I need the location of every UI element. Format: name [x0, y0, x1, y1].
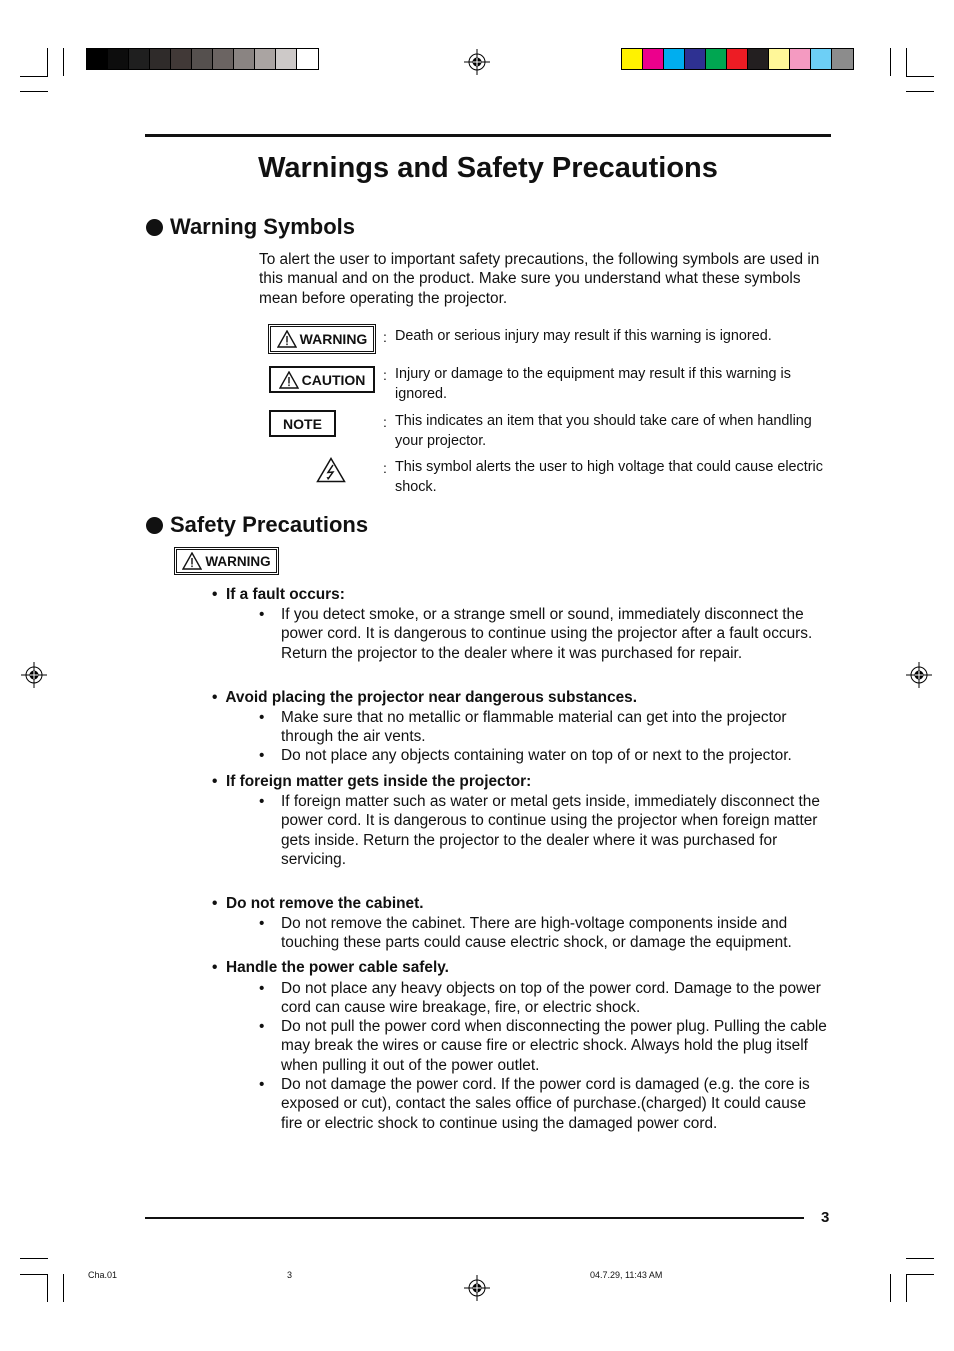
registration-mark-icon — [906, 662, 932, 688]
caution-triangle-icon — [279, 371, 299, 389]
precaution-heading: • If a fault occurs: — [212, 586, 345, 603]
registration-mark-icon — [464, 49, 490, 75]
color-swatch — [790, 49, 811, 69]
registration-mark-icon — [464, 1275, 490, 1301]
precaution-heading: • Do not remove the cabinet. — [212, 895, 424, 912]
warning-symbols-intro: To alert the user to important safety precautions, the following symbols are used in this manual and on the product. Make sure you understand what these symbols mean before operating the projector. — [259, 251, 820, 307]
precaution-detail: • If foreign matter such as water or metal gets inside, immediately disconnect the power cord. It is dangerous to continue using the projector when foreign matter gets inside. Return the projector to the dealer where it was purchased for servicing. — [259, 793, 820, 868]
slug-page: 3 — [287, 1270, 293, 1280]
color-swatch — [297, 49, 318, 69]
color-swatch — [769, 49, 790, 69]
high-voltage-icon — [316, 457, 346, 483]
top-rule — [145, 134, 831, 137]
warning-description: Death or serious injury may result if this warning is ignored. — [395, 328, 772, 344]
colon: : — [383, 329, 387, 345]
precaution-detail: • Do not damage the power cord. If the power cord is damaged (e.g. the core is exposed or cut), contact the sales office of purchase.(charged) It could cause fire or electric shock to continue using the damaged power cord. — [259, 1076, 810, 1132]
precaution-detail: • Make sure that no metallic or flammable material can get into the projector through the air vents. — [259, 709, 787, 746]
colon: : — [383, 367, 387, 383]
warning-triangle-icon — [182, 552, 202, 570]
precaution-heading: • Avoid placing the projector near dangerous substances. — [212, 689, 638, 706]
bullet-dot-icon — [146, 219, 163, 236]
color-swatch — [664, 49, 685, 69]
precaution-detail: • Do not place any objects containing water on top of or next to the projector. — [259, 747, 792, 764]
color-swatch — [129, 49, 150, 69]
note-description: This indicates an item that you should take care of when handling your projector. — [395, 413, 812, 449]
colon: : — [383, 460, 387, 476]
slug-datetime: 04.7.29, 11:43 AM — [590, 1270, 663, 1280]
bottom-rule — [145, 1217, 804, 1219]
color-swatch — [643, 49, 664, 69]
color-swatch — [213, 49, 234, 69]
grayscale-swatch-bar — [86, 48, 319, 70]
color-swatch — [150, 49, 171, 69]
precaution-heading: • If foreign matter gets inside the projector: — [212, 773, 532, 790]
registration-mark-icon — [21, 662, 47, 688]
color-swatch — [706, 49, 727, 69]
color-swatch-bar — [621, 48, 854, 70]
precaution-detail: • If you detect smoke, or a strange smell or sound, immediately disconnect the power cord. It is dangerous to continue using the projector after a fault occurs. Return the projector to the dealer where it was purchased for repair. — [259, 606, 813, 662]
note-label-box: NOTE — [269, 410, 336, 437]
color-swatch — [255, 49, 276, 69]
page-number: 3 — [821, 1209, 830, 1226]
bullet-dot-icon — [146, 517, 163, 534]
warning-symbols-heading: Warning Symbols — [145, 214, 355, 240]
precaution-detail: • Do not remove the cabinet. There are high-voltage components inside and touching these parts could cause electric shock, or damage the equipment. — [259, 915, 792, 952]
colon: : — [383, 414, 387, 430]
color-swatch — [811, 49, 832, 69]
color-swatch — [622, 49, 643, 69]
warning-label-box: WARNING — [270, 326, 374, 352]
color-swatch — [87, 49, 108, 69]
caution-description: Injury or damage to the equipment may result if this warning is ignored. — [395, 366, 791, 402]
page-title: Warnings and Safety Precautions — [258, 152, 718, 184]
precaution-heading: • Handle the power cable safely. — [212, 959, 449, 976]
color-swatch — [685, 49, 706, 69]
color-swatch — [171, 49, 192, 69]
high-voltage-description: This symbol alerts the user to high voltage that could cause electric shock. — [395, 459, 823, 495]
color-swatch — [276, 49, 297, 69]
precaution-detail: • Do not place any heavy objects on top of the power cord. Damage to the power cord can cause wire breakage, fire, or electric shock. — [259, 980, 821, 1017]
color-swatch — [748, 49, 769, 69]
slug-file: Cha.01 — [88, 1270, 118, 1280]
color-swatch — [832, 49, 853, 69]
warning-triangle-icon — [277, 330, 297, 348]
color-swatch — [234, 49, 255, 69]
safety-precautions-heading: Safety Precautions — [145, 512, 368, 538]
precaution-detail: • Do not pull the power cord when disconnecting the power plug. Pulling the cable may break the wires or cause fire or electric shock. Always hold the plug itself when pulling it out of the power outlet. — [259, 1018, 827, 1074]
color-swatch — [108, 49, 129, 69]
color-swatch — [192, 49, 213, 69]
safety-warning-badge: WARNING — [176, 549, 277, 573]
color-swatch — [727, 49, 748, 69]
caution-label-box: CAUTION — [269, 366, 375, 393]
